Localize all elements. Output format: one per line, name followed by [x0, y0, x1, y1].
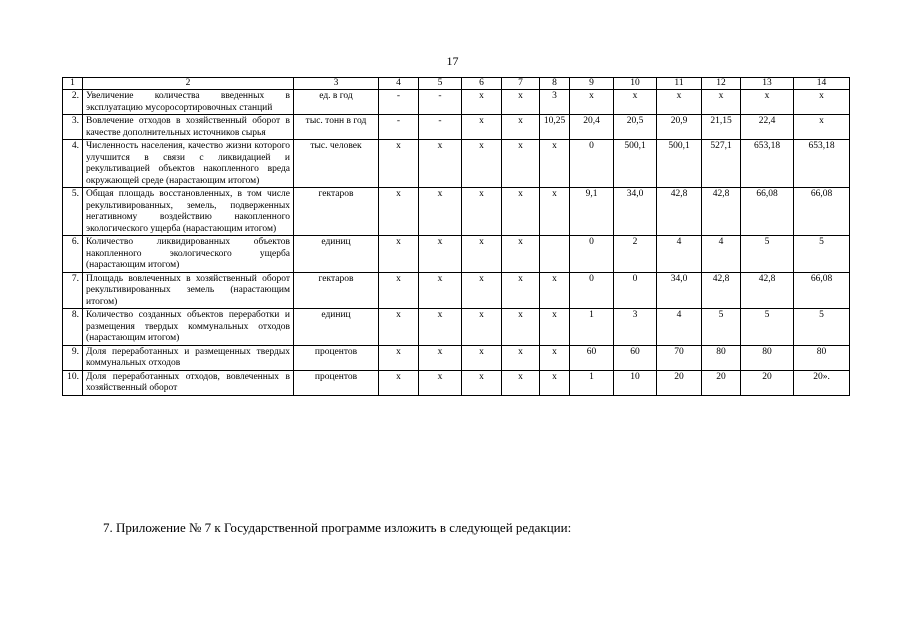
value-cell: х — [502, 309, 540, 346]
indicator-name: Численность населения, качество жизни которого улучшится в связи с ликвидацией и рекультивацией объектов накопленного вреда окружающей среде (нарастающим итогом) — [83, 140, 294, 188]
value-cell: 0 — [570, 236, 614, 273]
footer-instruction: 7. Приложение № 7 к Государственной программе изложить в следующей редакции: — [103, 520, 572, 535]
value-cell: 42,8 — [702, 188, 741, 236]
value-cell: х — [419, 188, 462, 236]
indicator-name: Доля переработанных и размещенных твердых коммунальных отходов — [83, 345, 294, 370]
value-cell: 34,0 — [657, 272, 702, 309]
unit-of-measure: гектаров — [294, 272, 379, 309]
value-cell: х — [502, 188, 540, 236]
unit-of-measure: процентов — [294, 345, 379, 370]
indicator-name: Доля переработанных отходов, вовлеченных в хозяйственный оборот — [83, 370, 294, 395]
column-number: 13 — [741, 78, 794, 90]
value-cell: 20 — [702, 370, 741, 395]
table-row — [63, 345, 850, 370]
row-number: 9. — [63, 345, 83, 370]
value-cell: х — [502, 236, 540, 273]
value-cell: 21,15 — [702, 115, 741, 140]
row-number: 7. — [63, 272, 83, 309]
column-number: 3 — [294, 78, 379, 90]
value-cell: 0 — [570, 272, 614, 309]
value-cell: 3 — [540, 90, 570, 115]
value-cell: х — [419, 370, 462, 395]
value-cell: х — [419, 140, 462, 188]
value-cell: х — [540, 370, 570, 395]
value-cell: 20,9 — [657, 115, 702, 140]
value-cell: 0 — [614, 272, 657, 309]
value-cell: 10,25 — [540, 115, 570, 140]
value-cell: х — [379, 345, 419, 370]
value-cell: х — [462, 345, 502, 370]
value-cell: х — [419, 309, 462, 346]
row-number: 6. — [63, 236, 83, 273]
unit-of-measure: процентов — [294, 370, 379, 395]
value-cell: х — [794, 115, 850, 140]
table-row — [63, 188, 850, 236]
value-cell: х — [570, 90, 614, 115]
column-number: 14 — [794, 78, 850, 90]
indicator-name: Количество ликвидированных объектов накопленного экологического ущерба (нарастающим итогом) — [83, 236, 294, 273]
unit-of-measure: гектаров — [294, 188, 379, 236]
value-cell: 5 — [794, 236, 850, 273]
value-cell: 4 — [702, 236, 741, 273]
value-cell: 20,5 — [614, 115, 657, 140]
value-cell: 80 — [794, 345, 850, 370]
value-cell: х — [462, 90, 502, 115]
value-cell: 70 — [657, 345, 702, 370]
indicator-name: Количество созданных объектов переработки и размещения твердых коммунальных отходов (нарастающим итогом) — [83, 309, 294, 346]
value-cell: х — [614, 90, 657, 115]
value-cell: х — [540, 272, 570, 309]
value-cell: х — [502, 115, 540, 140]
unit-of-measure: единиц — [294, 236, 379, 273]
value-cell: 9,1 — [570, 188, 614, 236]
value-cell: 5 — [702, 309, 741, 346]
value-cell: х — [540, 345, 570, 370]
value-cell: х — [657, 90, 702, 115]
value-cell: 34,0 — [614, 188, 657, 236]
value-cell: х — [502, 345, 540, 370]
page-number: 17 — [446, 54, 459, 68]
value-cell: 20 — [657, 370, 702, 395]
table-row — [63, 309, 850, 346]
value-cell: 5 — [741, 236, 794, 273]
row-number: 8. — [63, 309, 83, 346]
value-cell: х — [502, 272, 540, 309]
value-cell: 66,08 — [794, 188, 850, 236]
value-cell: 5 — [741, 309, 794, 346]
value-cell: х — [502, 140, 540, 188]
value-cell: х — [419, 272, 462, 309]
value-cell: 80 — [702, 345, 741, 370]
value-cell: х — [794, 90, 850, 115]
value-cell: 42,8 — [702, 272, 741, 309]
value-cell: х — [462, 140, 502, 188]
value-cell: х — [379, 188, 419, 236]
value-cell: х — [379, 309, 419, 346]
value-cell: 10 — [614, 370, 657, 395]
value-cell: 20 — [741, 370, 794, 395]
value-cell: 1 — [570, 309, 614, 346]
column-number: 11 — [657, 78, 702, 90]
column-number: 8 — [540, 78, 570, 90]
value-cell: 60 — [570, 345, 614, 370]
value-cell: - — [419, 115, 462, 140]
unit-of-measure: ед. в год — [294, 90, 379, 115]
value-cell: х — [419, 345, 462, 370]
value-cell: - — [419, 90, 462, 115]
value-cell: х — [702, 90, 741, 115]
value-cell: х — [540, 188, 570, 236]
indicators-table — [62, 77, 850, 396]
table-row — [63, 115, 850, 140]
value-cell: х — [540, 309, 570, 346]
value-cell: х — [462, 115, 502, 140]
value-cell: 60 — [614, 345, 657, 370]
value-cell: 527,1 — [702, 140, 741, 188]
value-cell: 42,8 — [741, 272, 794, 309]
value-cell: х — [741, 90, 794, 115]
column-number: 10 — [614, 78, 657, 90]
column-number: 6 — [462, 78, 502, 90]
value-cell: х — [379, 272, 419, 309]
value-cell: 1 — [570, 370, 614, 395]
column-number: 5 — [419, 78, 462, 90]
table-row — [63, 272, 850, 309]
value-cell: 653,18 — [741, 140, 794, 188]
table-row — [63, 236, 850, 273]
value-cell: 2 — [614, 236, 657, 273]
value-cell: х — [540, 140, 570, 188]
value-cell: 4 — [657, 309, 702, 346]
row-number: 4. — [63, 140, 83, 188]
value-cell: 80 — [741, 345, 794, 370]
value-cell: х — [462, 236, 502, 273]
value-cell: 66,08 — [741, 188, 794, 236]
value-cell: х — [462, 188, 502, 236]
value-cell: х — [419, 236, 462, 273]
row-number: 10. — [63, 370, 83, 395]
table-row — [63, 90, 850, 115]
value-cell: 20». — [794, 370, 850, 395]
value-cell: х — [462, 370, 502, 395]
value-cell: 42,8 — [657, 188, 702, 236]
column-number: 7 — [502, 78, 540, 90]
row-number: 3. — [63, 115, 83, 140]
unit-of-measure: единиц — [294, 309, 379, 346]
column-number: 4 — [379, 78, 419, 90]
unit-of-measure: тыс. тонн в год — [294, 115, 379, 140]
value-cell: х — [462, 309, 502, 346]
column-number: 9 — [570, 78, 614, 90]
column-number: 1 — [63, 78, 83, 90]
indicator-name: Вовлечение отходов в хозяйственный оборот в качестве дополнительных источников сырья — [83, 115, 294, 140]
value-cell: х — [379, 236, 419, 273]
value-cell: х — [502, 90, 540, 115]
row-number: 2. — [63, 90, 83, 115]
table-row — [63, 370, 850, 395]
row-number: 5. — [63, 188, 83, 236]
value-cell: х — [502, 370, 540, 395]
column-number-row — [63, 78, 850, 90]
indicator-name: Общая площадь восстановленных, в том числе рекультивированных, земель, подверженных негативному воздействию накопленного экологического ущерба (нарастающим итогом) — [83, 188, 294, 236]
value-cell: 3 — [614, 309, 657, 346]
value-cell: х — [379, 140, 419, 188]
value-cell: 20,4 — [570, 115, 614, 140]
table-row — [63, 140, 850, 188]
value-cell: 500,1 — [614, 140, 657, 188]
value-cell: 4 — [657, 236, 702, 273]
value-cell: 500,1 — [657, 140, 702, 188]
value-cell: х — [379, 370, 419, 395]
value-cell: 5 — [794, 309, 850, 346]
value-cell: 66,08 — [794, 272, 850, 309]
value-cell: х — [462, 272, 502, 309]
indicator-name: Увеличение количества введенных в эксплуатацию мусоросортировочных станций — [83, 90, 294, 115]
value-cell: - — [379, 90, 419, 115]
value-cell: 653,18 — [794, 140, 850, 188]
value-cell: 0 — [570, 140, 614, 188]
unit-of-measure: тыс. человек — [294, 140, 379, 188]
column-number: 12 — [702, 78, 741, 90]
value-cell: - — [379, 115, 419, 140]
column-number: 2 — [83, 78, 294, 90]
indicator-name: Площадь вовлеченных в хозяйственный оборот рекультивированных земель (нарастающим итогом) — [83, 272, 294, 309]
value-cell: 22,4 — [741, 115, 794, 140]
value-cell — [540, 236, 570, 273]
